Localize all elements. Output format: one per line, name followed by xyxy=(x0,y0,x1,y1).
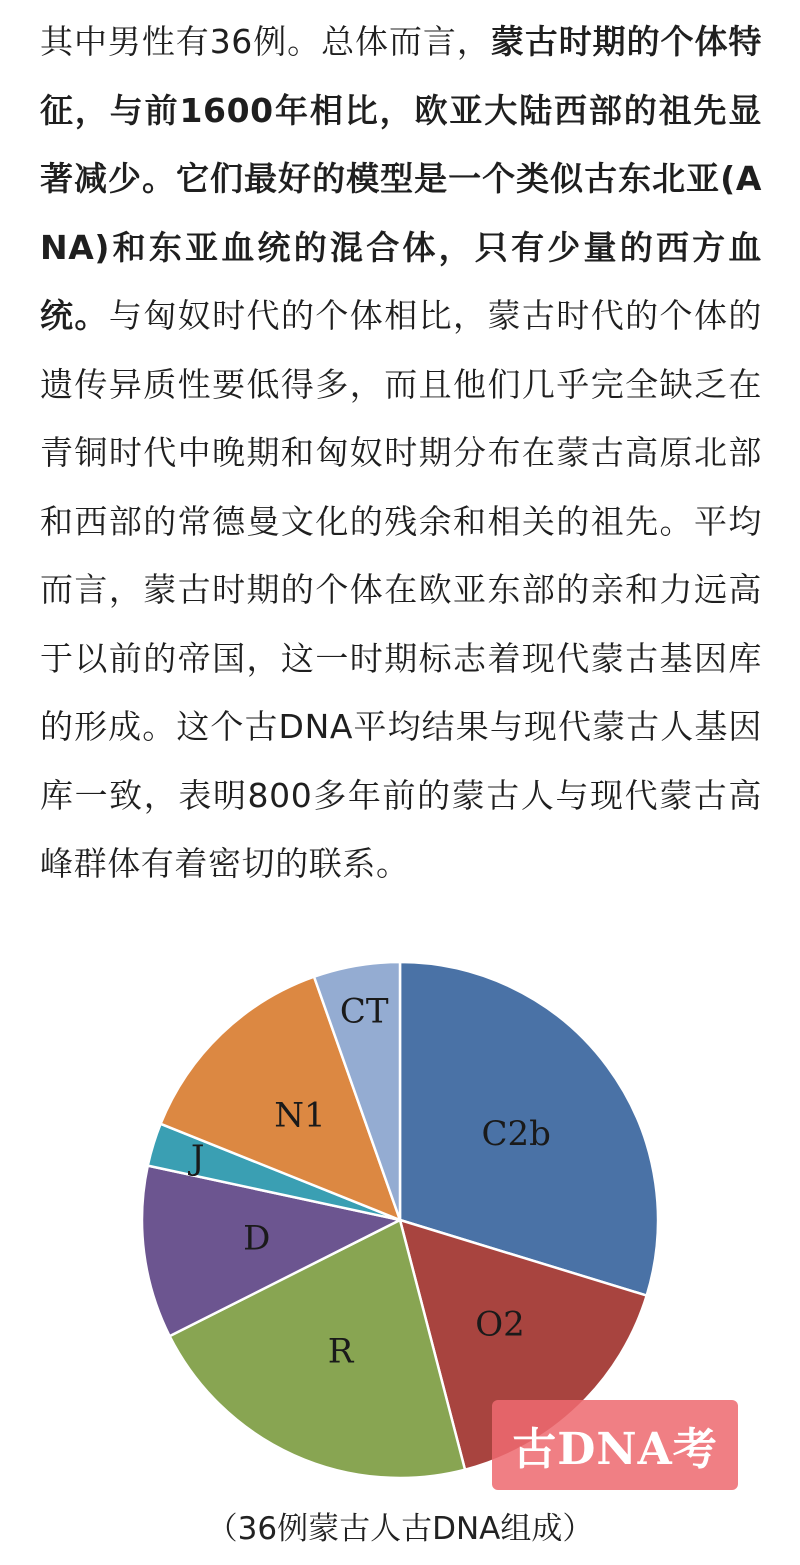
watermark-logo: 古DNA考 xyxy=(492,1400,738,1490)
paragraph-bold-highlight: 蒙古时期的个体特征，与前1600年相比，欧亚大陆西部的祖先显著减少。它们最好的模型是一个类似古东北亚(ANA)和东亚血统的混合体，只有少量的西方血统。 xyxy=(40,22,762,335)
pie-label-ct: CT xyxy=(339,991,389,1032)
pie-label-n1: N1 xyxy=(274,1095,326,1136)
chart-caption: （36例蒙古人古DNA组成） xyxy=(206,1511,594,1547)
paragraph-body: 与匈奴时代的个体相比，蒙古时代的个体的遗传异质性要低得多，而且他们几乎完全缺乏在青铜时代中晚期和匈奴时期分布在蒙古高原北部和西部的常德曼文化的残余和相关的祖先。平均而言，蒙古时期的个体在欧亚东部的亲和力远高于以前的帝国，这一时期标志着现代蒙古基因库的形成。这个古DNA平均结果与现代蒙古人基因库一致，表明800多年前的蒙古人与现代蒙古高峰群体有着密切的联系。 xyxy=(40,296,762,883)
article-text xyxy=(40,8,762,899)
pie-label-d: D xyxy=(243,1218,271,1259)
pie-label-c2b: C2b xyxy=(481,1114,551,1155)
pie-label-r: R xyxy=(327,1331,354,1372)
paragraph-intro: 其中男性有36例。总体而言， xyxy=(40,22,491,61)
pie-label-j: J xyxy=(190,1138,205,1179)
pie-label-o2: O2 xyxy=(475,1304,525,1345)
